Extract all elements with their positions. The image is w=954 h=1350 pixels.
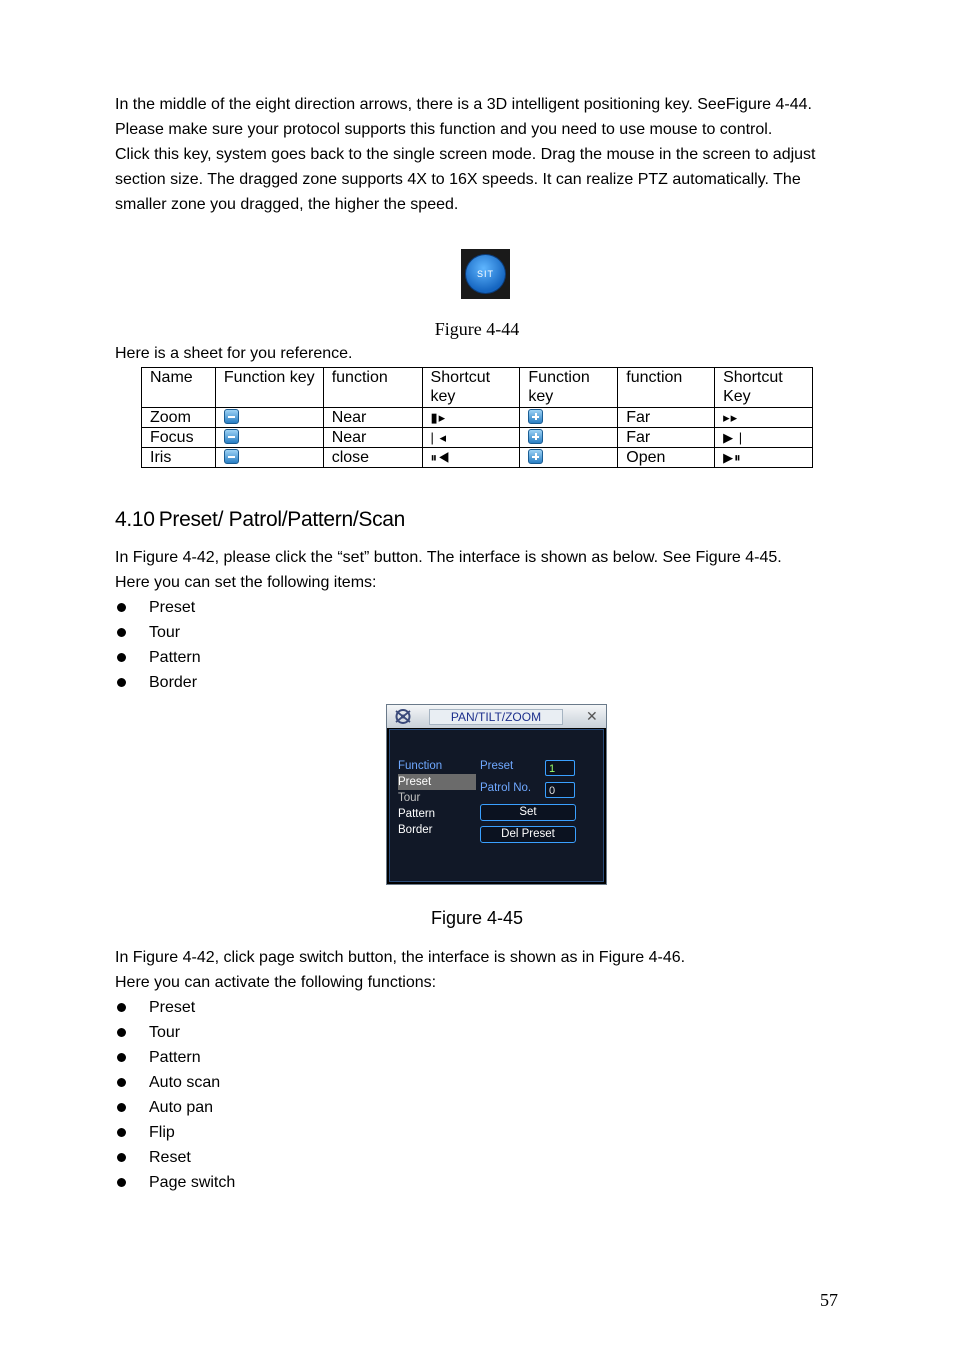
table-header-cell: Function key	[520, 368, 618, 408]
table-header-cell: Function key	[215, 368, 323, 408]
page-switch-description	[115, 945, 835, 995]
table-header-cell: Shortcut Key	[715, 368, 813, 408]
shortcut-reference-table	[141, 367, 813, 468]
table-header-cell: function	[323, 368, 422, 408]
ptz-dialog	[386, 704, 607, 885]
minus-icon	[224, 409, 239, 424]
close-icon[interactable]: ✕	[586, 708, 598, 724]
list-item: Pattern	[115, 645, 201, 670]
table-cell-function: Near	[323, 408, 422, 428]
table-cell-icon	[215, 428, 323, 448]
ptz-titlebar	[387, 705, 606, 728]
table-cell-function: Near	[323, 428, 422, 448]
list-item: Auto pan	[115, 1095, 235, 1120]
ptz-function-menu	[398, 758, 476, 838]
table-header-cell: Name	[142, 368, 216, 408]
page-switch-line-2: Here you can activate the following functions:	[115, 974, 437, 991]
table-cell-shortcut: ▶⏸	[715, 448, 813, 468]
intro-text	[115, 92, 835, 217]
intro-paragraph-1: In the middle of the eight direction arrows, there is a 3D intelligent positioning key. SeeFigure 4-44. Please make sure your protocol supports this function and you need to use mouse to control.	[115, 96, 812, 138]
preset-input[interactable]: 1	[545, 760, 575, 776]
table-header-cell: function	[618, 368, 715, 408]
ptz-title: PAN/TILT/ZOOM	[429, 709, 563, 725]
table-cell-shortcut: ⏸◀	[422, 448, 520, 468]
plus-icon	[528, 409, 543, 424]
sit-3d-positioning-icon	[461, 249, 510, 299]
menu-item-pattern[interactable]: Pattern	[398, 808, 436, 820]
section-heading	[115, 508, 405, 532]
table-cell-icon	[520, 408, 618, 428]
table-cell-shortcut: ▶ |	[715, 428, 813, 448]
list-item: Tour	[115, 1020, 235, 1045]
table-cell-name: Iris	[142, 448, 216, 468]
page-switch-line-1: In Figure 4-42, click page switch button, the interface is shown as in Figure 4-46.	[115, 949, 686, 966]
preset-label: Preset	[480, 760, 514, 772]
settable-items-list	[115, 595, 201, 695]
menu-header-function: Function	[398, 760, 443, 772]
ptz-body	[389, 729, 604, 882]
set-description	[115, 545, 835, 595]
set-button[interactable]: Set	[480, 804, 576, 821]
sit-icon-label: SIT	[465, 254, 506, 294]
table-header-cell: Shortcut key	[422, 368, 520, 408]
table-row	[142, 428, 813, 448]
table-row	[142, 408, 813, 428]
camera-logo-icon	[393, 708, 413, 725]
table-cell-shortcut: ▸▸	[715, 408, 813, 428]
table-cell-shortcut: ▮▸	[422, 408, 520, 428]
list-item: Tour	[115, 620, 201, 645]
figure-caption-4-45: Figure 4-45	[430, 908, 524, 928]
table-cell-name: Zoom	[142, 408, 216, 428]
intro-paragraph-2: Click this key, system goes back to the single screen mode. Drag the mouse in the screen to adjust section size. The dragged zone supports 4X to 16X speeds. It can realize PTZ automatically. The smaller zone you dragged, the higher the speed.	[115, 146, 816, 213]
activatable-functions-list	[115, 995, 235, 1195]
figure-caption-4-44: Figure 4-44	[434, 319, 520, 339]
table-cell-icon	[520, 448, 618, 468]
menu-item-tour[interactable]: Tour	[398, 792, 421, 804]
table-cell-function: Open	[618, 448, 715, 468]
plus-icon	[528, 449, 543, 464]
table-header-row	[142, 368, 813, 408]
section-number: 4.10	[115, 508, 155, 531]
list-item: Page switch	[115, 1170, 235, 1195]
plus-icon	[528, 429, 543, 444]
set-description-line-2: Here you can set the following items:	[115, 574, 377, 591]
table-cell-icon	[215, 448, 323, 468]
del-preset-button[interactable]: Del Preset	[480, 826, 576, 843]
list-item: Preset	[115, 995, 235, 1020]
minus-icon	[224, 429, 239, 444]
list-item: Preset	[115, 595, 201, 620]
table-cell-icon	[215, 408, 323, 428]
table-cell-name: Focus	[142, 428, 216, 448]
table-cell-function: Far	[618, 408, 715, 428]
patrol-no-input[interactable]: 0	[545, 782, 575, 798]
table-cell-function: Far	[618, 428, 715, 448]
section-title: Preset/ Patrol/Pattern/Scan	[158, 508, 406, 531]
sheet-intro: Here is a sheet for you reference.	[115, 345, 353, 362]
list-item: Border	[115, 670, 201, 695]
menu-item-preset[interactable]: Preset	[398, 774, 476, 790]
table-row	[142, 448, 813, 468]
list-item: Pattern	[115, 1045, 235, 1070]
set-description-line-1: In Figure 4-42, please click the “set” button. The interface is shown as below. See Figure 4-45.	[115, 549, 782, 566]
table-cell-shortcut: | ◂	[422, 428, 520, 448]
table-cell-icon	[520, 428, 618, 448]
patrol-no-label: Patrol No.	[480, 782, 532, 794]
table-cell-function: close	[323, 448, 422, 468]
list-item: Flip	[115, 1120, 235, 1145]
list-item: Reset	[115, 1145, 235, 1170]
minus-icon	[224, 449, 239, 464]
list-item: Auto scan	[115, 1070, 235, 1095]
menu-item-border[interactable]: Border	[398, 824, 433, 836]
page-number: 57	[820, 1290, 838, 1310]
